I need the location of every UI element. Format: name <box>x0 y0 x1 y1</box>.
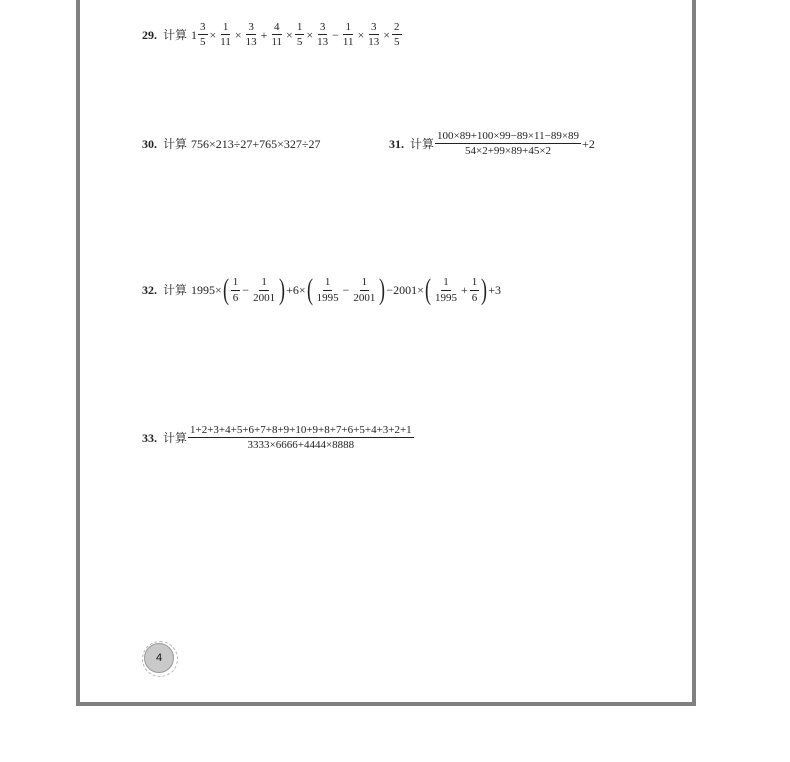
problem-label: 计算 <box>163 283 188 297</box>
fraction: $\frac{1}{1995}$ <box>316 276 339 304</box>
fraction: $\frac{1}{5}$ <box>296 21 303 49</box>
fraction: $\frac{100\times 89+100\times 99-89\times 11-89\times 89}{54\times 2+99\times 89+45\times 2}$ <box>437 130 580 158</box>
fraction: $\frac{1}{6}$ <box>232 276 239 304</box>
right-parenthesis: ) <box>481 273 488 306</box>
problem-label: 计算 <box>163 137 188 151</box>
term: −2001× <box>386 283 424 297</box>
problem-number: 33. <box>142 430 157 445</box>
fraction: $\frac{3}{5}$ <box>200 21 206 49</box>
fraction: $\frac{1}{11}$ <box>342 21 354 49</box>
operator: × <box>286 27 293 42</box>
operator: × <box>357 27 365 42</box>
fraction: $\frac{3}{13}$ <box>368 21 380 49</box>
problem-number: 31. <box>389 136 404 151</box>
operator: + <box>260 27 268 42</box>
operator: × <box>209 27 217 42</box>
left-parenthesis: ( <box>424 273 431 306</box>
page-number-badge <box>144 643 174 673</box>
problem-32 <box>142 275 501 305</box>
operator: − <box>242 283 250 297</box>
term: +3 <box>488 283 502 297</box>
fraction: $\frac{1}{2001}$ <box>353 276 376 304</box>
problem-label: 计算 <box>163 27 188 42</box>
operator: − <box>342 283 350 297</box>
fraction: $\frac{1}{2001}$ <box>253 276 276 304</box>
operator: − <box>332 27 339 42</box>
fraction: $\frac{3}{13}$ <box>317 21 329 49</box>
fraction: $\frac{4}{11}$ <box>271 21 283 49</box>
operator: × <box>383 27 391 42</box>
operator: × <box>234 27 242 42</box>
fraction: $\frac{3}{13}$ <box>245 21 257 49</box>
whole-number: 1 <box>191 27 198 42</box>
problem-label: 计算 <box>163 430 188 445</box>
operator: + <box>460 283 468 297</box>
left-parenthesis: ( <box>306 273 313 306</box>
problem-number: 29. <box>142 27 157 42</box>
term: +6× <box>286 283 306 297</box>
term: 1995× <box>191 283 222 297</box>
page-frame <box>76 0 696 706</box>
page-number: 4 <box>155 652 163 664</box>
problem-number: 32. <box>142 283 157 297</box>
problem-33 <box>142 424 415 451</box>
fraction: $\frac{2}{5}$ <box>394 21 400 49</box>
left-parenthesis: ( <box>222 273 229 306</box>
expression: 756×213÷27+765×327÷27 <box>191 137 321 151</box>
problem-31 <box>389 130 595 157</box>
fraction: $\frac{1+2+3+4+5+6+7+8+9+10+9+8+7+6+5+4+3+2+1}{3333\times 6666+4444\times 8888}$ <box>190 424 412 452</box>
expression-tail: +2 <box>582 136 595 151</box>
problem-label: 计算 <box>410 136 435 151</box>
fraction: $\frac{1}{1995}$ <box>434 276 457 304</box>
problem-number: 30. <box>142 137 157 151</box>
problem-29 <box>142 21 403 48</box>
fraction: $\frac{1}{11}$ <box>220 21 231 49</box>
fraction: $\frac{1}{6}$ <box>471 276 478 304</box>
right-parenthesis: ) <box>279 273 286 306</box>
right-parenthesis: ) <box>379 273 386 306</box>
operator: × <box>306 27 314 42</box>
problem-30 <box>142 138 321 150</box>
